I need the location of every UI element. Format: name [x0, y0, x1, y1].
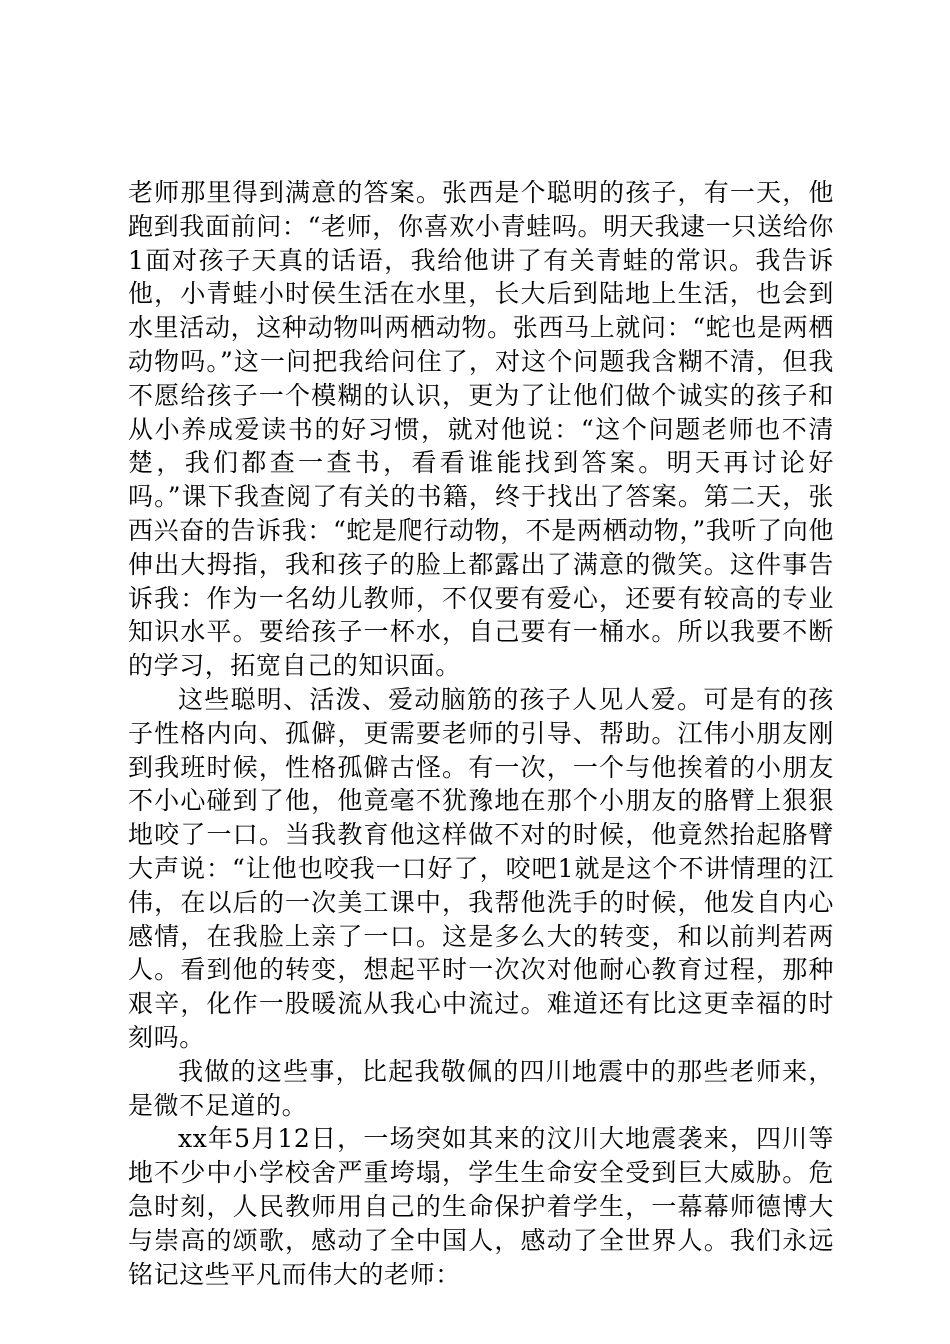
paragraph-4: xx年5月12日，一场突如其来的汶川大地震袭来，四川等地不少中小学校舍严重垮塌，学生生命安全受到巨大威胁。危急时刻，人民教师用自己的生命保护着学生，一幕幕师德博大与崇高的颂歌，感动了全中国人，感动了全世界人。我们永远铭记这些平凡而伟大的老师： [128, 1124, 834, 1289]
paragraph-1: 老师那里得到满意的答案。张西是个聪明的孩子，有一天，他跑到我面前问：“老师，你喜欢小青蛙吗。明天我逮一只送给你1面对孩子天真的话语，我给他讲了有关青蛙的常识。我告诉他，小青蛙小时侯生活在水里，长大后到陆地上生活，也会到水里活动，这种动物叫两栖动物。张西马上就问：“蛇也是两栖动物吗。”这一问把我给问住了，对这个问题我含糊不清，但我不愿给孩子一个模糊的认识，更为了让他们做个诚实的孩子和从小养成爱读书的好习惯，就对他说：“这个问题老师也不清楚，我们都查一查书，看看谁能找到答案。明天再讨论好吗。”课下我查阅了有关的书籍，终于找出了答案。第二天，张西兴奋的告诉我：“蛇是爬行动物，不是两栖动物，”我听了向他伸出大拇指，我和孩子的脸上都露出了满意的微笑。这件事告诉我：作为一名幼儿教师，不仅要有爱心，还要有较高的专业知识水平。要给孩子一杯水，自己要有一桶水。所以我要不断的学习，拓宽自己的知识面。 [128, 178, 834, 681]
paragraph-3: 我做的这些事，比起我敬佩的四川地震中的那些老师来，是微不足道的。 [128, 1056, 834, 1120]
paragraph-2: 这些聪明、活泼、爱动脑筋的孩子人见人爱。可是有的孩子性格内向、孤僻，更需要老师的引导、帮助。江伟小朋友刚到我班时候，性格孤僻古怪。有一次，一个与他挨着的小朋友不小心碰到了他，他竟毫不犹豫地在那个小朋友的胳臂上狠狠地咬了一口。当我教育他这样做不对的时候，他竟然抬起胳臂大声说：“让他也咬我一口好了，咬吧1就是这个不讲情理的江伟，在以后的一次美工课中，我帮他洗手的时候，他发自内心感情，在我脸上亲了一口。这是多么大的转变，和以前判若两人。看到他的转变，想起平时一次次对他耐心教育过程，那种艰辛，化作一股暖流从我心中流过。难道还有比这更幸福的时刻吗。 [128, 684, 834, 1052]
document-body [128, 176, 834, 1291]
